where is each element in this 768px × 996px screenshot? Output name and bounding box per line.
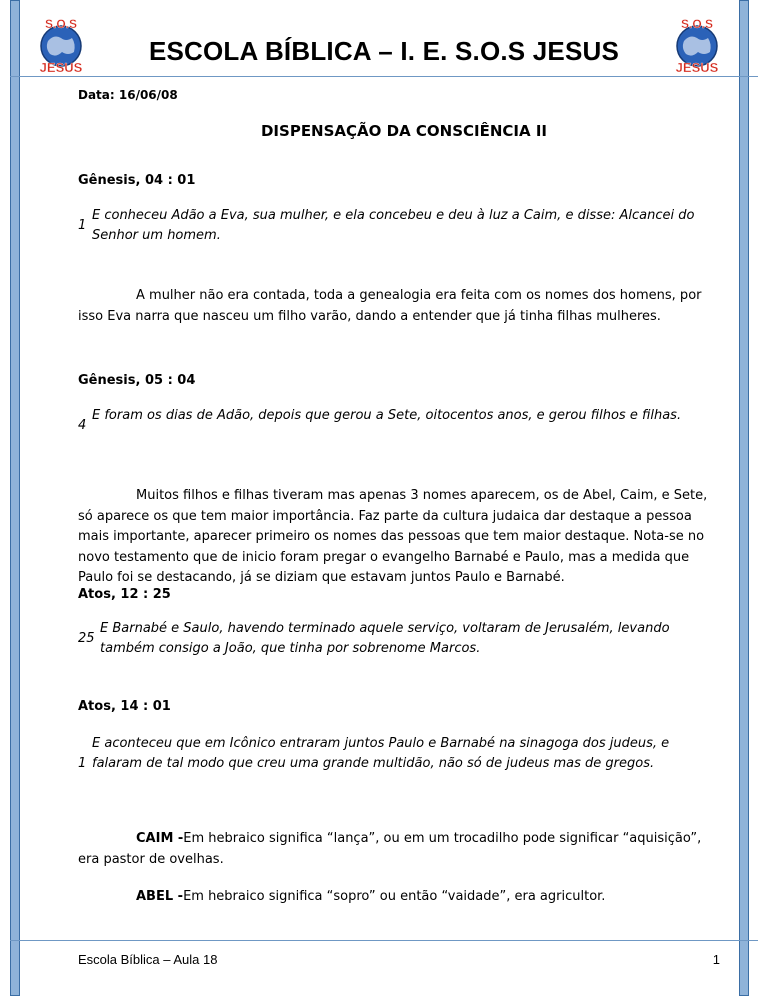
verse-block — [78, 734, 718, 774]
document-title: DISPENSAÇÃO DA CONSCIÊNCIA II — [260, 122, 547, 140]
verse-text: E Barnabé e Saulo, havendo terminado aquele serviço, voltaram de Jerusalém, levando também consigo a João, que tinha por sobrenome Marcos. — [100, 621, 670, 656]
logo-bottom-text: JESUS — [39, 60, 83, 75]
verse-number: 1 — [78, 756, 87, 771]
page-number: 1 — [712, 952, 720, 967]
verse-number: 1 — [78, 218, 87, 233]
verse-block — [78, 619, 718, 659]
paragraph: Muitos filhos e filhas tiveram mas apenas 3 nomes aparecem, os de Abel, Caim, e Sete, só aparece os que tem maior importância. Faz parte da cultura judaica dar destaque a pessoa mais importante, aparecer primeiro os nomes das pessoas que tem maior destaque. Nota-se no novo testamento que de inicio foram pregar o evangelho Barnabé e Paulo, mas a medida que Paulo foi se destacando, já se diziam que estavam juntos Paulo e Barnabé. — [78, 488, 708, 585]
definition-abel — [78, 887, 718, 908]
term-label: CAIM - — [136, 831, 184, 846]
header-title: ESCOLA BÍBLICA – I. E. S.O.S JESUS — [148, 36, 620, 66]
scripture-reference: Gênesis, 05 : 04 — [78, 373, 196, 388]
verse-number: 25 — [78, 631, 95, 646]
scripture-reference: Gênesis, 04 : 01 — [78, 173, 196, 188]
verse-text: E foram os dias de Adão, depois que gerou a Sete, oitocentos anos, e gerou filhos e filhas. — [92, 408, 682, 423]
scripture-reference: Atos, 12 : 25 — [78, 587, 171, 602]
logo-top-text: S.O.S — [44, 17, 78, 31]
verse-number: 4 — [78, 418, 87, 433]
term-definition: Em hebraico significa “sopro” ou então “vaidade”, era agricultor. — [183, 889, 606, 904]
verse-block — [78, 206, 718, 246]
footer-rule — [10, 940, 758, 941]
document-date: Data: 16/06/08 — [78, 88, 178, 102]
header-rule — [10, 76, 758, 77]
verse-text: E aconteceu que em Icônico entraram juntos Paulo e Barnabé na sinagoga dos judeus, e falaram de tal modo que creu uma grande multidão, não só de judeus mas de gregos. — [92, 736, 670, 771]
definition-caim — [78, 829, 718, 870]
logo-top-text: S.O.S — [680, 17, 714, 31]
frame-bar-left — [10, 0, 20, 996]
logo-bottom-text: JESUS — [675, 60, 719, 75]
verse-block — [78, 406, 718, 433]
frame-bar-right — [739, 0, 749, 996]
verse-text: E conheceu Adão a Eva, sua mulher, e ela concebeu e deu à luz a Caim, e disse: Alcancei do Senhor um homem. — [92, 208, 695, 243]
paragraph: A mulher não era contada, toda a genealogia era feita com os nomes dos homens, por isso Eva narra que nasceu um filho varão, dando a entender que já tinha filhas mulheres. — [78, 288, 702, 324]
scripture-reference: Atos, 14 : 01 — [78, 699, 171, 714]
term-label: ABEL - — [136, 889, 184, 904]
term-definition: Em hebraico significa “lança”, ou em um trocadilho pode significar “aquisição”, era pastor de ovelhas. — [78, 831, 702, 867]
footer-label: Escola Bíblica – Aula 18 — [78, 952, 218, 967]
